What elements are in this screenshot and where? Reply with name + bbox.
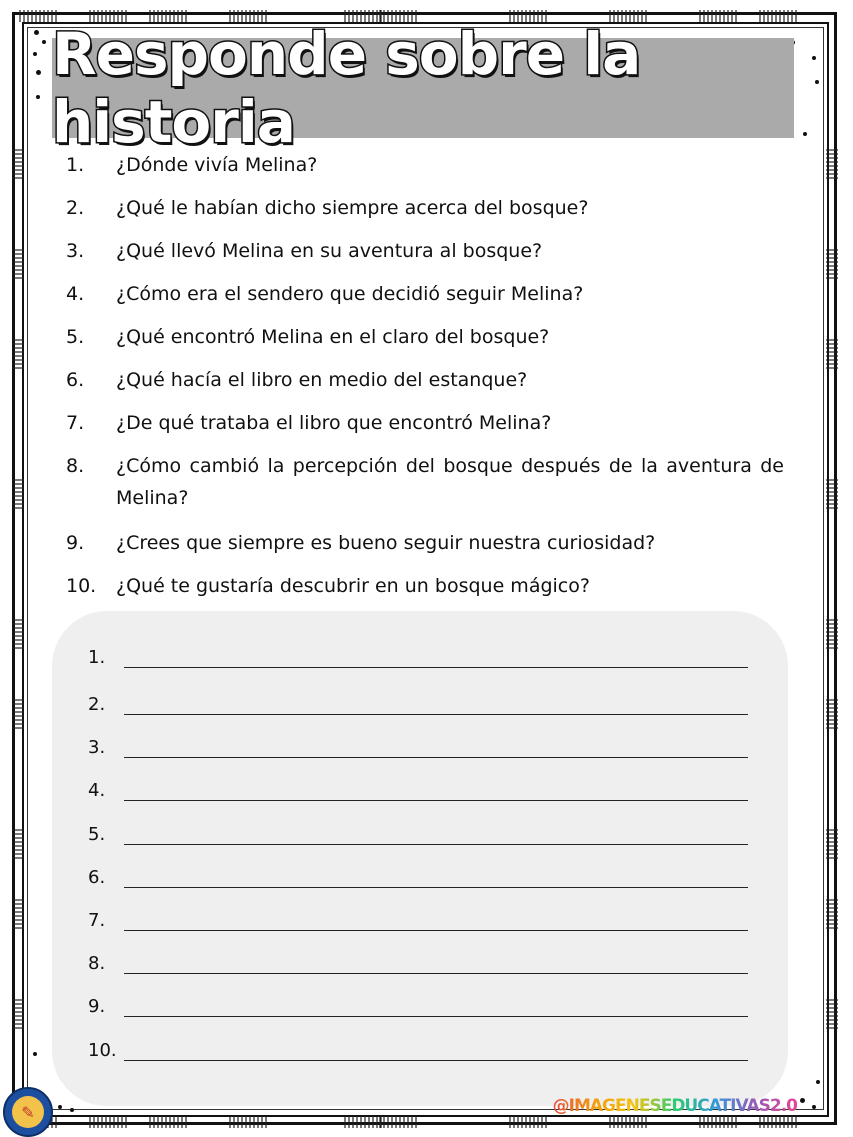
question-number: 8. — [66, 455, 85, 477]
answer-rule[interactable] — [124, 647, 748, 668]
answer-number: 2. — [88, 694, 106, 715]
question-number: 4. — [66, 283, 85, 305]
decor-dot — [812, 1105, 816, 1109]
answer-line[interactable] — [88, 780, 748, 801]
answer-line[interactable] — [88, 996, 748, 1017]
answer-rule[interactable] — [124, 996, 748, 1017]
question-text: ¿De qué trataba el libro que encontró Melina? — [116, 412, 552, 434]
question-item — [66, 530, 784, 557]
answer-rule[interactable] — [124, 737, 748, 758]
decor-dot — [800, 1098, 805, 1103]
answer-rule[interactable] — [124, 953, 748, 974]
question-text: ¿Qué te gustaría descubrir en un bosque mágico? — [116, 575, 590, 597]
question-text: ¿Dónde vivía Melina? — [116, 154, 318, 176]
answer-rule[interactable] — [124, 824, 748, 845]
answer-number: 7. — [88, 910, 106, 931]
decor-dot — [33, 52, 37, 56]
question-number: 3. — [66, 240, 85, 262]
decor-dot — [70, 1108, 74, 1112]
answer-line[interactable] — [88, 867, 748, 888]
answer-number: 6. — [88, 867, 106, 888]
page-title: Responde sobre la historia — [52, 20, 641, 156]
answer-number: 5. — [88, 824, 106, 845]
answer-number: 3. — [88, 737, 106, 758]
pencil-icon: ✎ — [12, 1096, 44, 1128]
question-item — [66, 367, 784, 394]
watermark-text: @IMAGENESEDUCATIVAS2.0 — [552, 1096, 797, 1116]
answer-line[interactable] — [88, 694, 748, 715]
answer-number: 1. — [88, 647, 106, 668]
decor-dot — [33, 1052, 37, 1056]
answer-rule[interactable] — [124, 867, 748, 888]
answer-line[interactable] — [88, 1040, 748, 1061]
question-item — [66, 281, 784, 308]
answer-panel — [52, 611, 788, 1106]
question-item — [66, 453, 784, 514]
question-item — [66, 324, 784, 351]
answer-line[interactable] — [88, 953, 748, 974]
question-list — [66, 152, 784, 616]
question-item — [66, 410, 784, 437]
question-text: ¿Cómo era el sendero que decidió seguir Melina? — [116, 283, 584, 305]
answer-rule[interactable] — [124, 780, 748, 801]
decor-dot — [803, 132, 807, 136]
answer-line[interactable] — [88, 647, 748, 668]
decor-dot — [812, 56, 816, 60]
answer-line[interactable] — [88, 910, 748, 931]
question-number: 5. — [66, 326, 85, 348]
question-number: 7. — [66, 412, 85, 434]
answer-number: 8. — [88, 953, 106, 974]
question-number: 1. — [66, 154, 85, 176]
title-banner — [52, 20, 794, 156]
question-text: ¿Cómo cambió la percepción del bosque después de la aventura de Melina? — [116, 455, 784, 509]
question-item — [66, 573, 784, 600]
question-text: ¿Qué le habían dicho siempre acerca del bosque? — [116, 197, 589, 219]
answer-line[interactable] — [88, 737, 748, 758]
question-item — [66, 195, 784, 222]
answer-rule[interactable] — [124, 694, 748, 715]
answer-number: 4. — [88, 780, 106, 801]
question-number: 10. — [66, 575, 97, 597]
question-item — [66, 152, 784, 179]
decor-dot — [34, 30, 39, 35]
decor-dot — [36, 95, 40, 99]
decor-dot — [815, 80, 819, 84]
question-item — [66, 238, 784, 265]
answer-number: 10. — [88, 1040, 117, 1061]
decor-dot — [58, 1105, 62, 1109]
decor-dot — [42, 40, 46, 44]
answer-rule[interactable] — [124, 910, 748, 931]
question-number: 2. — [66, 197, 85, 219]
question-text: ¿Qué hacía el libro en medio del estanque? — [116, 369, 528, 391]
question-text: ¿Crees que siempre es bueno seguir nuestra curiosidad? — [116, 532, 656, 554]
question-text: ¿Qué encontró Melina en el claro del bosque? — [116, 326, 550, 348]
answer-line[interactable] — [88, 824, 748, 845]
answer-rule[interactable] — [124, 1040, 748, 1061]
decor-dot — [816, 1080, 820, 1084]
decor-dot — [36, 70, 41, 75]
question-number: 9. — [66, 532, 85, 554]
question-text: ¿Qué llevó Melina en su aventura al bosque? — [116, 240, 543, 262]
answer-number: 9. — [88, 996, 106, 1017]
author-logo-icon — [3, 1087, 53, 1137]
question-number: 6. — [66, 369, 85, 391]
